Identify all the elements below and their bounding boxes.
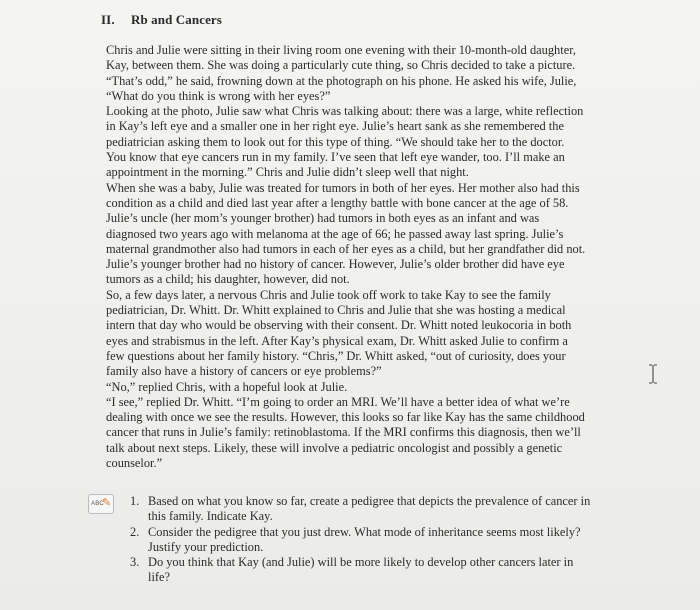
story-line: Julie’s uncle (her mom’s younger brother) had tumors in both eyes as an infant and was [106,211,540,226]
story-line: condition as a child and died last year after a lengthy battle with bone cancer at the age of 58. [106,195,569,210]
story-line: When she was a baby, Julie was treated for tumors in both of her eyes. Her mother also had this [106,180,580,195]
story-line: “That’s odd,” he said, frowning down at the photograph on his phone. He asked his wife, Julie, [106,73,577,88]
case-study-text [106,43,636,471]
story-line: in Kay’s left eye and a smaller one in her right eye. Julie’s heart sank as she remembered the [106,119,564,134]
question-item [88,525,648,556]
question-line: Do you think that Kay (and Julie) will be more likely to develop other cancers later in [148,555,574,570]
story-line: cancer that runs in Julie’s family: retinoblastoma. If the MRI confirms this diagnosis, then we’ll [106,425,581,440]
section-title: Rb and Cancers [131,12,222,27]
question-line: Justify your prediction. [148,539,264,554]
story-line: counselor.” [106,456,163,471]
story-line: Julie’s younger brother had no history of cancer. However, Julie’s older brother did have eye [106,257,565,272]
story-line: eyes and strabismus in the left. After Kay’s physical exam, Dr. Whitt asked Julie to confirm a [106,333,568,348]
question-list [88,494,648,586]
question-item [88,494,648,525]
story-line: diagnosed two years ago with melanoma at the age of 66; he passed away last spring. Julie’s [106,226,564,241]
question-line: Based on what you know so far, create a pedigree that depicts the prevalence of cancer in [148,494,591,508]
story-line: tumors as a child; his daughter, however, did not. [106,272,350,287]
story-line: “What do you think is wrong with her eyes?” [106,88,331,103]
story-line: “I see,” replied Dr. Whitt. “I’m going to order an MRI. We’ll have a better idea of what we’re [106,394,570,409]
story-line: pediatrician asking them to look out for this type of thing. “We should take her to the doctor. [106,134,565,149]
question-number: 1. [130,494,140,508]
story-line: Chris and Julie were sitting in their living room one evening with their 10-month-old daughter, [106,43,576,57]
question-line: this family. Indicate Kay. [148,509,273,524]
text-cursor-icon [648,364,658,384]
story-line: talk about next steps. Likely, these will involve a pediatric oncologist and possibly a genetic [106,440,563,455]
pencil-icon: ✎ [102,496,112,509]
story-line: maternal grandmother also had tumors in each of her eyes as a child, but her grandfather did not. [106,241,586,256]
story-line: appointment in the morning.” Chris and Julie didn’t sleep well that night. [106,165,469,180]
story-line: family also have a history of cancers or eye problems?” [106,364,382,379]
story-line: You know that eye cancers run in my family. I’ve seen that left eye wander, too. I’ll make an [106,150,565,165]
question-number: 2. [130,524,140,539]
story-line: dealing with once we see the results. However, this looks so far like Kay has the same childhood [106,410,585,425]
story-line: intern that day who would be observing with their consent. Dr. Whitt noted leukocoria in both [106,318,572,333]
story-line: Looking at the photo, Julie saw what Chris was talking about: there was a large, white reflection [106,104,584,119]
section-number: II. [101,12,115,27]
story-line: Kay, between them. She was doing a particularly cute thing, so Chris decided to take a picture. [106,58,576,73]
question-line: Consider the pedigree that you just drew. What mode of inheritance seems most likely? [148,524,581,539]
story-line: “No,” replied Chris, with a hopeful look at Julie. [106,379,348,394]
story-line: pediatrician, Dr. Whitt. Dr. Whitt explained to Chris and Julie that she was hosting a medical [106,303,566,318]
story-line: few questions about her family history. “Chris,” Dr. Whitt asked, “out of curiosity, does your [106,348,566,363]
question-item [88,555,648,586]
section-heading [101,12,222,28]
question-number: 3. [130,555,140,570]
question-line: life? [148,570,171,585]
badge-label: ABC [91,501,104,507]
story-line: So, a few days later, a nervous Chris and Julie took off work to take Kay to see the family [106,287,551,302]
